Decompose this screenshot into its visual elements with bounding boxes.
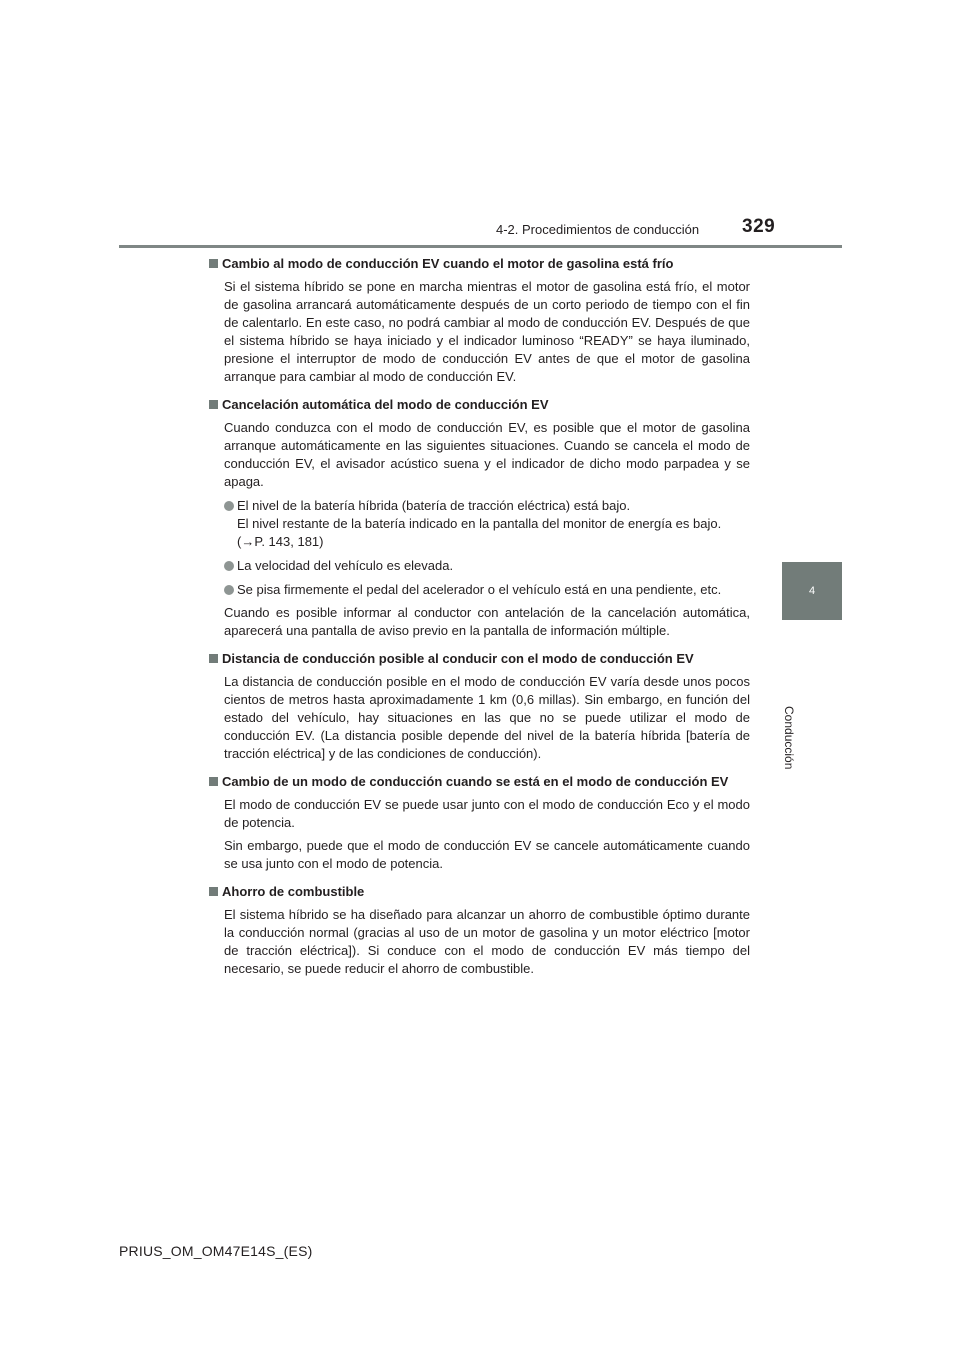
document-code-footer: PRIUS_OM_OM47E14S_(ES) bbox=[119, 1243, 313, 1259]
list-item bbox=[224, 557, 750, 575]
list-item-line: La velocidad del vehículo es elevada. bbox=[237, 558, 454, 573]
section-heading bbox=[208, 396, 750, 414]
section-heading bbox=[208, 650, 750, 668]
square-bullet-icon bbox=[209, 887, 218, 896]
section-heading-text: Distancia de conducción posible al conducir con el modo de conducción EV bbox=[222, 651, 694, 666]
section-paragraph: Cuando es posible informar al conductor con antelación de la cancelación automática, aparecerá una pantalla de aviso previo en la pantalla de información múltiple. bbox=[224, 605, 750, 638]
section-heading-text: Cancelación automática del modo de conducción EV bbox=[222, 397, 549, 412]
section-paragraph: El modo de conducción EV se puede usar junto con el modo de conducción Eco y el modo de potencia. bbox=[224, 797, 750, 830]
header-section-title: 4-2. Procedimientos de conducción bbox=[496, 222, 700, 237]
list-item-line: El nivel restante de la batería indicado en la pantalla del monitor de energía es bajo. bbox=[237, 516, 722, 531]
circle-bullet-icon bbox=[224, 561, 234, 571]
section-heading-text: Cambio al modo de conducción EV cuando el motor de gasolina está frío bbox=[222, 256, 674, 271]
section-heading bbox=[208, 255, 750, 273]
page-content bbox=[208, 255, 750, 978]
section-paragraph: El sistema híbrido se ha diseñado para alcanzar un ahorro de combustible óptimo durante la conducción normal (gracias al uso de un motor de gasolina y un motor eléctrico [motor de tracción eléctrica]). Si conduce con el modo de conducción EV más tiempo del necesario, se puede reducir el ahorro de combustible. bbox=[224, 907, 750, 976]
chapter-tab-label: Conducción bbox=[782, 706, 796, 770]
square-bullet-icon bbox=[209, 259, 218, 268]
list-item-line: Se pisa firmemente el pedal del acelerador o el vehículo está en una pendiente, etc. bbox=[237, 582, 722, 597]
chapter-tab-number: 4 bbox=[782, 562, 842, 620]
list-item bbox=[224, 497, 750, 551]
list-item bbox=[224, 581, 750, 599]
page-number: 329 bbox=[742, 216, 776, 237]
section-heading bbox=[208, 883, 750, 901]
header-rule bbox=[119, 245, 842, 248]
circle-bullet-icon bbox=[224, 501, 234, 511]
square-bullet-icon bbox=[209, 400, 218, 409]
section-paragraph: Sin embargo, puede que el modo de conducción EV se cancele automáticamente cuando se usa junto con el modo de potencia. bbox=[224, 838, 750, 871]
circle-bullet-icon bbox=[224, 585, 234, 595]
section-paragraph: Cuando conduzca con el modo de conducción EV, es posible que el motor de gasolina arranque automáticamente en las siguientes situaciones. Cuando se cancela el modo de conducción EV, el avisador acústico suena y el indicador de dicho modo parpadea y se apaga. bbox=[224, 420, 750, 489]
section-paragraph: Si el sistema híbrido se pone en marcha mientras el motor de gasolina está frío, el motor de gasolina arrancará automáticamente después de un corto periodo de tiempo con el fin de calentarlo. En este caso, no podrá cambiar al modo de conducción EV. Después de que el sistema híbrido se haya iniciado y el indicador luminoso “READY” se haya iluminado, presione el interruptor de modo de conducción EV antes de que el motor de gasolina arranque para cambiar al modo de conducción EV. bbox=[224, 279, 750, 384]
section-heading-text: Ahorro de combustible bbox=[222, 884, 365, 899]
list-item-line: El nivel de la batería híbrida (batería de tracción eléctrica) está bajo. bbox=[237, 498, 631, 513]
section-heading-text: Cambio de un modo de conducción cuando se está en el modo de conducción EV bbox=[222, 774, 729, 789]
square-bullet-icon bbox=[209, 777, 218, 786]
section-paragraph: La distancia de conducción posible en el modo de conducción EV varía desde unos pocos cientos de metros hasta aproximadamente 1 km (0,6 millas). Sin embargo, en función del estado del vehículo, hay situaciones en las que no se puede utilizar el modo de conducción EV. (La distancia posible depende del nivel de la batería híbrida [batería de tracción eléctrica] y de las condiciones de conducción). bbox=[224, 674, 750, 761]
section-heading bbox=[208, 773, 750, 791]
square-bullet-icon bbox=[209, 654, 218, 663]
page-reference: (→P. 143, 181) bbox=[237, 534, 324, 549]
